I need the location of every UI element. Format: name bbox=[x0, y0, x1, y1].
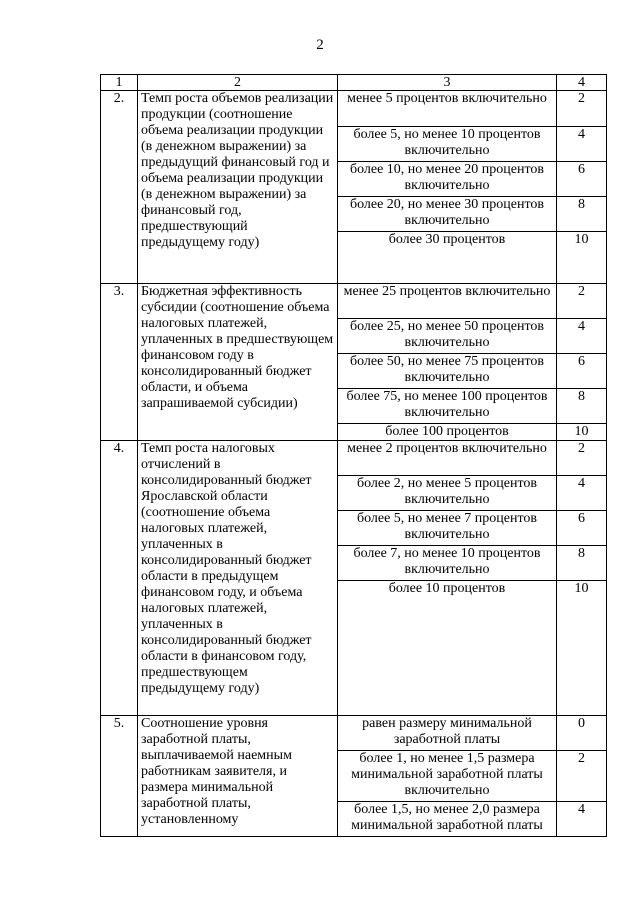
condition-cell: более 10, но менее 20 процентов включительно bbox=[338, 162, 557, 197]
criteria-table bbox=[100, 74, 607, 837]
row-number: 4. bbox=[101, 441, 138, 716]
condition-cell: более 75, но менее 100 процентов включительно bbox=[338, 389, 557, 424]
criterion-description: Бюджетная эффективность субсидии (соотношение объема налоговых платежей, уплаченных в предшествующем финансовом году в консолидированный бюджет области, и объема запрашиваемой субсидии) bbox=[138, 284, 338, 441]
column-number-4: 4 bbox=[557, 75, 607, 91]
condition-cell: более 10 процентов bbox=[338, 581, 557, 716]
score-cell: 4 bbox=[557, 319, 607, 354]
score-cell: 2 bbox=[557, 751, 607, 802]
score-cell: 4 bbox=[557, 802, 607, 837]
row-number: 5. bbox=[101, 716, 138, 837]
criterion-description: Соотношение уровня заработной платы, выплачиваемой наемным работникам заявителя, и размера минимальной заработной платы, установленному bbox=[138, 716, 338, 837]
column-number-2: 2 bbox=[138, 75, 338, 91]
score-cell: 4 bbox=[557, 127, 607, 162]
table-row bbox=[101, 284, 607, 319]
condition-cell: более 1, но менее 1,5 размера минимальной заработной платы включительно bbox=[338, 751, 557, 802]
row-number: 3. bbox=[101, 284, 138, 441]
column-number-3: 3 bbox=[338, 75, 557, 91]
table-row bbox=[101, 441, 607, 476]
condition-cell: более 50, но менее 75 процентов включительно bbox=[338, 354, 557, 389]
condition-cell: более 25, но менее 50 процентов включительно bbox=[338, 319, 557, 354]
table-row bbox=[101, 716, 607, 751]
table-row bbox=[101, 91, 607, 127]
condition-cell: менее 25 процентов включительно bbox=[338, 284, 557, 319]
condition-cell: более 5, но менее 10 процентов включительно bbox=[338, 127, 557, 162]
score-cell: 8 bbox=[557, 197, 607, 232]
score-cell: 8 bbox=[557, 389, 607, 424]
score-cell: 10 bbox=[557, 232, 607, 284]
score-cell: 0 bbox=[557, 716, 607, 751]
score-cell: 2 bbox=[557, 284, 607, 319]
condition-cell: менее 5 процентов включительно bbox=[338, 91, 557, 127]
condition-cell: более 5, но менее 7 процентов включительно bbox=[338, 511, 557, 546]
score-cell: 8 bbox=[557, 546, 607, 581]
condition-cell: более 30 процентов bbox=[338, 232, 557, 284]
condition-cell: менее 2 процентов включительно bbox=[338, 441, 557, 476]
score-cell: 6 bbox=[557, 354, 607, 389]
score-cell: 10 bbox=[557, 581, 607, 716]
score-cell: 2 bbox=[557, 91, 607, 127]
condition-cell: равен размеру минимальной заработной платы bbox=[338, 716, 557, 751]
condition-cell: более 1,5, но менее 2,0 размера минимальной заработной платы bbox=[338, 802, 557, 837]
score-cell: 2 bbox=[557, 441, 607, 476]
score-cell: 6 bbox=[557, 511, 607, 546]
row-number: 2. bbox=[101, 91, 138, 284]
criterion-description: Темп роста налоговых отчислений в консолидированный бюджет Ярославской области (соотношение объема налоговых платежей, уплаченных в консолидированный бюджет области в предыдущем финансовом году, и объема налоговых платежей, уплаченных в консолидированный бюджет области в финансовом году, предшествующем предыдущему году) bbox=[138, 441, 338, 716]
score-cell: 10 bbox=[557, 424, 607, 441]
condition-cell: более 2, но менее 5 процентов включительно bbox=[338, 476, 557, 511]
condition-cell: более 7, но менее 10 процентов включительно bbox=[338, 546, 557, 581]
score-cell: 4 bbox=[557, 476, 607, 511]
score-cell: 6 bbox=[557, 162, 607, 197]
condition-cell: более 100 процентов bbox=[338, 424, 557, 441]
table-header-row bbox=[101, 75, 607, 91]
page-number: 2 bbox=[316, 37, 324, 53]
column-number-1: 1 bbox=[101, 75, 138, 91]
condition-cell: более 20, но менее 30 процентов включительно bbox=[338, 197, 557, 232]
criterion-description: Темп роста объемов реализации продукции (соотношение объема реализации продукции (в денежном выражении) за предыдущий финансовый год и объема реализации продукции (в денежном выражении) за финансовый год, предшествующий предыдущему году) bbox=[138, 91, 338, 284]
